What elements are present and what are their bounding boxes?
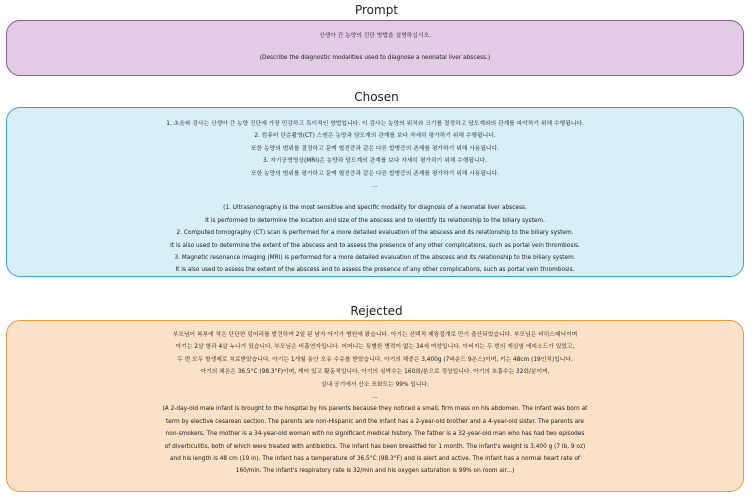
rejected-korean-line: 실내 공기에서 산소 포화도는 99% 입니다. bbox=[321, 381, 429, 388]
chosen-english-line: It is also used to assess the extent of the abscess and to assess the presence of any other complications, such as portal vein thrombosis. bbox=[175, 267, 575, 274]
chosen-ellipsis: ... bbox=[372, 183, 378, 190]
rejected-english-line: (A 2-day-old male infant is brought to the hospital by his parents because they noticed a small, firm mass on his abdomen. The infant was born at bbox=[162, 406, 588, 413]
chosen-korean-line: 2. 컴퓨터 단층촬영(CT) 스캔은 농양과 담도계의 관계를 보다 자세히 평가하기 위해 수행됩니다. bbox=[254, 133, 496, 140]
prompt-heading: Prompt bbox=[354, 3, 399, 17]
chosen-english-line: It is performed to determine the location and size of the abscess and to identify its relationship to the biliary system. bbox=[205, 217, 545, 224]
prompt-english: (Describe the diagnostic modalities used to diagnose a neonatal liver abscess.) bbox=[259, 55, 491, 61]
chosen-korean-line: 1. 초음파 검사는 신생아 간 농양 진단에 가장 민감하고 특이적인 방법입니다. 이 검사는 농양의 위치와 크기를 결정하고 담도계와의 관계를 파악하기 위해 수행됩니다. bbox=[166, 121, 584, 127]
rejected-english-line: and his length is 48 cm (19 in). The infant has a temperature of 36.5°C (98.3°F) and is alert and active. The infant has a normal heart rate of bbox=[170, 456, 580, 463]
chosen-english-line: (1. Ultrasonography is the most sensitive and specific modality for diagnosis of a neonatal liver abscess. bbox=[223, 205, 527, 212]
rejected-korean-line: 부모님이 복부에 작은 단단한 덩어리를 발견하여 2일 된 남자 아기가 병원에 왔습니다. 아기는 선택적 제왕절개로 만기 출산되었습니다. 부모님은 비히스패닉이며 bbox=[172, 332, 578, 338]
chosen-korean-line: 또한 농양의 범위를 결정하고 문맥 혈전증과 같은 다른 합병증의 존재를 평가하기 위해 사용됩니다. bbox=[251, 145, 499, 152]
rejected-english-line: non-smokers. The mother is a 34-year-old woman with no significant medical history. The father is a 32-year-old man who has had two episodes bbox=[165, 431, 585, 438]
prompt-korean: 신생아 간 농양의 진단 방법을 설명하십시오. bbox=[319, 33, 431, 39]
chosen-korean-line: 또한 농양의 범위를 평가하고 문맥 혈전증과 같은 다른 합병증의 존재를 평가하기 위해 사용됩니다. bbox=[251, 170, 499, 177]
chosen-heading: Chosen bbox=[354, 90, 399, 104]
chosen-english-line: 2. Computed tomography (CT) scan is performed for a more detailed evaluation of the abscess and its relationship to the biliary system. bbox=[176, 230, 574, 237]
rejected-korean-line: 두 번 모두 항생제로 치료받았습니다. 아기는 1개월 동안 모유 수유를 받았습니다. 아기의 체중은 3,400g (7파운드 9온스)이며, 키는 48cm (19인치)입니다. bbox=[177, 356, 573, 363]
rejected-box bbox=[6, 320, 744, 492]
rejected-korean-line: 아기는 2살 형과 4살 누나가 있습니다. 부모님은 비흡연자입니다. 어머니는 특별한 병력이 없는 34세 여성입니다. 아버지는 두 번의 게실염 에피소드가 있었고, bbox=[175, 344, 575, 351]
chosen-korean-line: 3. 자기공명영상(MRI)은 농양과 담도계의 관계를 보다 자세히 평가하기 위해 수행됩니다. bbox=[262, 158, 487, 165]
rejected-heading: Rejected bbox=[350, 304, 403, 318]
rejected-korean-line: 아기의 체온은 36.5°C (98.3°F)이며, 깨어 있고 활동적입니다. 아기의 심박수는 160회/분으로 정상입니다. 아기의 호흡수는 32회/분이며, bbox=[200, 369, 550, 376]
chosen-box bbox=[6, 107, 744, 277]
rejected-english-line: term by elective cesarean section. The parents are non-Hispanic and the infant has a 2-year-old brother and a 4-year-old sister. The parents are bbox=[166, 418, 584, 425]
chosen-english-line: 3. Magnetic resonance imaging (MRI) is performed for a more detailed evaluation of the abscess and its relationship to the biliary system. bbox=[174, 255, 576, 262]
prompt-box bbox=[6, 20, 744, 76]
rejected-ellipsis: ... bbox=[372, 394, 378, 401]
chosen-english-line: It is also used to determine the extent of the abscess and to assess the presence of any other complications, such as portal vein thrombosis. bbox=[170, 242, 580, 249]
rejected-english-line: of diverticulitis, both of which were treated with antibiotics. The infant has been breastfed for 1 month. The infant's weight is 3,400 g (7 lb, 9 oz) bbox=[164, 443, 586, 450]
rejected-english-line: 160/min. The infant's respiratory rate is 32/min and his oxygen saturation is 99% on room air...) bbox=[235, 468, 515, 475]
